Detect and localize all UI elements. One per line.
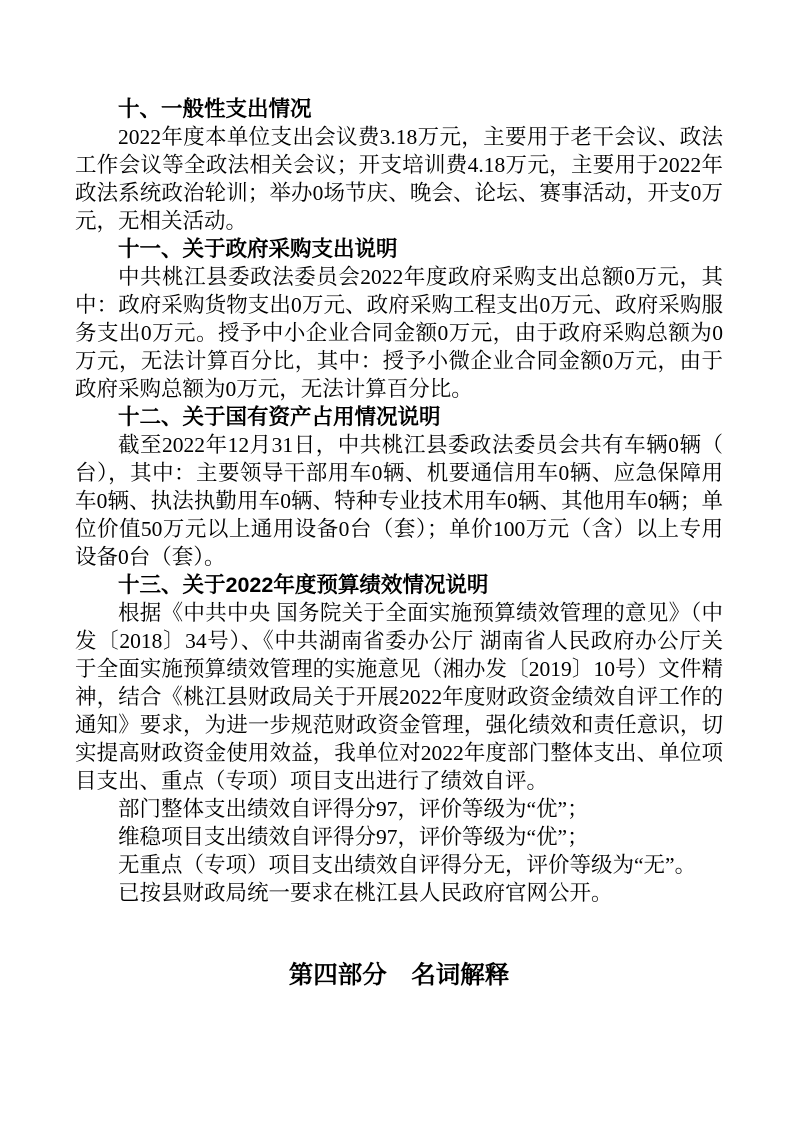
section-11-paragraph: 中共桃江县委政法委员会2022年度政府采购支出总额0万元，其中：政府采购货物支出0万元、政府采购工程支出0万元、政府采购服务支出0万元。授予中小企业合同金额0万元，由于政府采购总额为0万元，无法计算百分比，其中：授予小微企业合同金额0万元，由于政府采购总额为0万元，无法计算百分比。 — [75, 265, 723, 401]
document-content — [75, 95, 723, 993]
part-4-heading: 第四部分 名词解释 — [288, 962, 510, 989]
section-13-heading: 十三、关于2022年度预算绩效情况说明 — [118, 573, 489, 597]
section-13-paragraph-project-score: 维稳项目支出绩效自评得分97，评价等级为“优”； — [118, 825, 589, 849]
section-12-paragraph: 截至2022年12月31日，中共桃江县委政法委员会共有车辆0辆（台），其中：主要领导干部用车0辆、机要通信用车0辆、应急保障用车0辆、执法执勤用车0辆、特种专业技术用车0辆、其他用车0辆；单位价值50万元以上通用设备0台（套）；单价100万元（含）以上专用设备0台（套）。 — [75, 433, 723, 569]
section-13-paragraph-publication: 已按县财政局统一要求在桃江县人民政府官网公开。 — [118, 881, 613, 905]
section-10-paragraph: 2022年度本单位支出会议费3.18万元，主要用于老干会议、政法工作会议等全政法相关会议；开支培训费4.18万元，主要用于2022年政法系统政治轮训；举办0场节庆、晚会、论坛、赛事活动，开支0万元，无相关活动。 — [75, 125, 723, 233]
section-13-paragraph-main: 根据《中共中央 国务院关于全面实施预算绩效管理的意见》（中发〔2018〕34号）、《中共湖南省委办公厅 湖南省人民政府办公厅关于全面实施预算绩效管理的实施意见（湘办发〔2019〕10号）文件精神，结合《桃江县财政局关于开展2022年度财政资金绩效自评工作的通知》要求，为进一步规范财政资金管理，强化绩效和责任意识，切实提高财政资金使用效益，我单位对2022年度部门整体支出、单位项目支出、重点（专项）项目支出进行了绩效自评。 — [75, 601, 723, 793]
section-13-paragraph-overall-score: 部门整体支出绩效自评得分97，评价等级为“优”； — [118, 797, 589, 821]
section-10-heading: 十、一般性支出情况 — [118, 97, 312, 121]
section-12-heading: 十二、关于国有资产占用情况说明 — [118, 405, 441, 429]
section-13-paragraph-key-project-score: 无重点（专项）项目支出绩效自评得分无，评价等级为“无”。 — [118, 853, 697, 877]
section-11-heading: 十一、关于政府采购支出说明 — [118, 237, 398, 261]
